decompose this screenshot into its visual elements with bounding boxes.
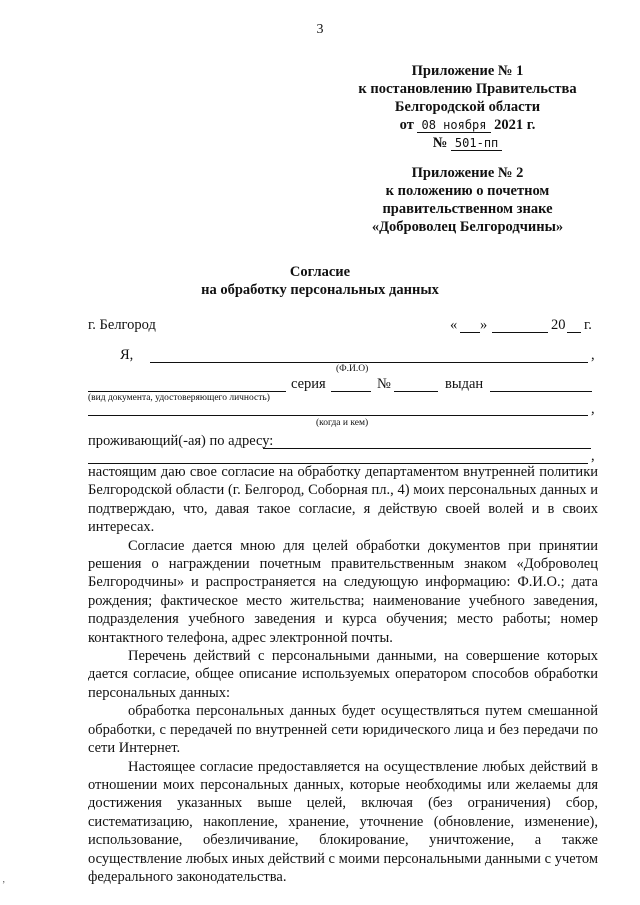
address-field[interactable] — [263, 448, 591, 449]
month-field[interactable] — [492, 332, 548, 333]
appendix-1-date — [340, 116, 595, 134]
paragraph-4: обработка персональных данных будет осуществляться путем смешанной обработки, с передачей по внутренней сети юридического лица и без передачи по сети Интернет. — [88, 703, 598, 757]
address-comma: , — [591, 448, 595, 464]
issued-by-field[interactable] — [88, 415, 588, 416]
issued-label: выдан — [445, 376, 484, 392]
page-number: 3 — [316, 22, 324, 37]
series-field[interactable] — [331, 391, 371, 392]
paragraph-1: настоящим даю свое согласие на обработку департаментом внутренней политики Белгородской области (г. Белгород, Соборная пл., 4) моих персональных данных и подтверждаю, что, давая такое согласие, я действую своей волей и в своих интересах. — [88, 464, 598, 536]
doc-number-field[interactable] — [394, 391, 438, 392]
doc-caption: (вид документа, удостоверяющего личность) — [88, 393, 270, 403]
appendix-1-line1: к постановлению Правительства — [358, 81, 577, 97]
title-line1: Согласие — [289, 264, 351, 280]
appendix-1-title: Приложение № 1 — [411, 63, 524, 79]
appendix-1-block — [340, 62, 595, 152]
day-field[interactable] — [460, 332, 480, 333]
fio-field[interactable] — [150, 362, 588, 363]
close-quote: » — [480, 317, 488, 333]
year-suffix: г. — [584, 317, 592, 333]
resolution-date: 08 ноября — [417, 118, 490, 133]
address-label: проживающий(-ая) по адресу: — [88, 433, 274, 449]
paragraph-2: Согласие дается мною для целей обработки документов при принятии решения о награждении почетным правительственным знаком «Доброволец Белгородчины» и распространяется на следующую информацию: Ф.И.О.; дата рождения; фактическое место жительства; наименование учебного заведения, подразделения учебного заведения и курса обучения; место работы; номер контактного телефона, адрес электронной почты. — [88, 537, 598, 646]
document-type-field[interactable] — [88, 391, 286, 392]
open-quote: « — [450, 317, 458, 333]
appendix-2-title: Приложение № 2 — [411, 165, 524, 181]
number-prefix: № — [432, 135, 448, 151]
document-title — [0, 263, 640, 299]
resolution-number: 501-пп — [451, 136, 502, 151]
appendix-1-number — [340, 134, 595, 152]
city-label: г. Белгород — [88, 317, 156, 333]
year-prefix: 20 — [551, 317, 566, 333]
consent-body — [88, 463, 598, 886]
date-suffix: 2021 г. — [494, 117, 536, 133]
fio-caption: (Ф.И.О) — [336, 364, 369, 374]
when-caption: (когда и кем) — [316, 418, 369, 428]
paragraph-3: Перечень действий с персональными данными, на совершение которых дается согласие, общее описание используемых оператором способов обработки персональных данных: — [88, 648, 598, 701]
number-label: № — [377, 376, 391, 392]
appendix-2-block — [340, 164, 595, 236]
issued-field[interactable] — [490, 391, 592, 392]
appendix-2-line1: к положению о почетном — [385, 183, 550, 199]
issued-by-comma: , — [591, 401, 595, 417]
date-prefix: от — [399, 117, 414, 133]
appendix-2-line3: «Доброволец Белгородчины» — [371, 219, 564, 235]
appendix-1-line2: Белгородской области — [394, 99, 541, 115]
scan-mark-icon: ’ — [2, 880, 6, 891]
appendix-2-line2: правительственном знаке — [382, 201, 553, 217]
fio-comma: , — [591, 347, 595, 363]
i-label: Я, — [120, 347, 134, 363]
year-field[interactable] — [567, 332, 581, 333]
series-label: серия — [291, 376, 326, 392]
paragraph-5: Настоящее согласие предоставляется на осуществление любых действий в отношении моих персональных данных, которые необходимы или желаемы для достижения указанных выше целей, включая (без ограничения) сбор, систематизацию, накопление, хранение, уточнение (обновление, изменение), использование, обезличивание, блокирование, уничтожение, а также осуществление любых иных действий с моими персональными данными с учетом федерального законодательства. — [88, 758, 598, 885]
title-line2: на обработку персональных данных — [201, 282, 439, 298]
